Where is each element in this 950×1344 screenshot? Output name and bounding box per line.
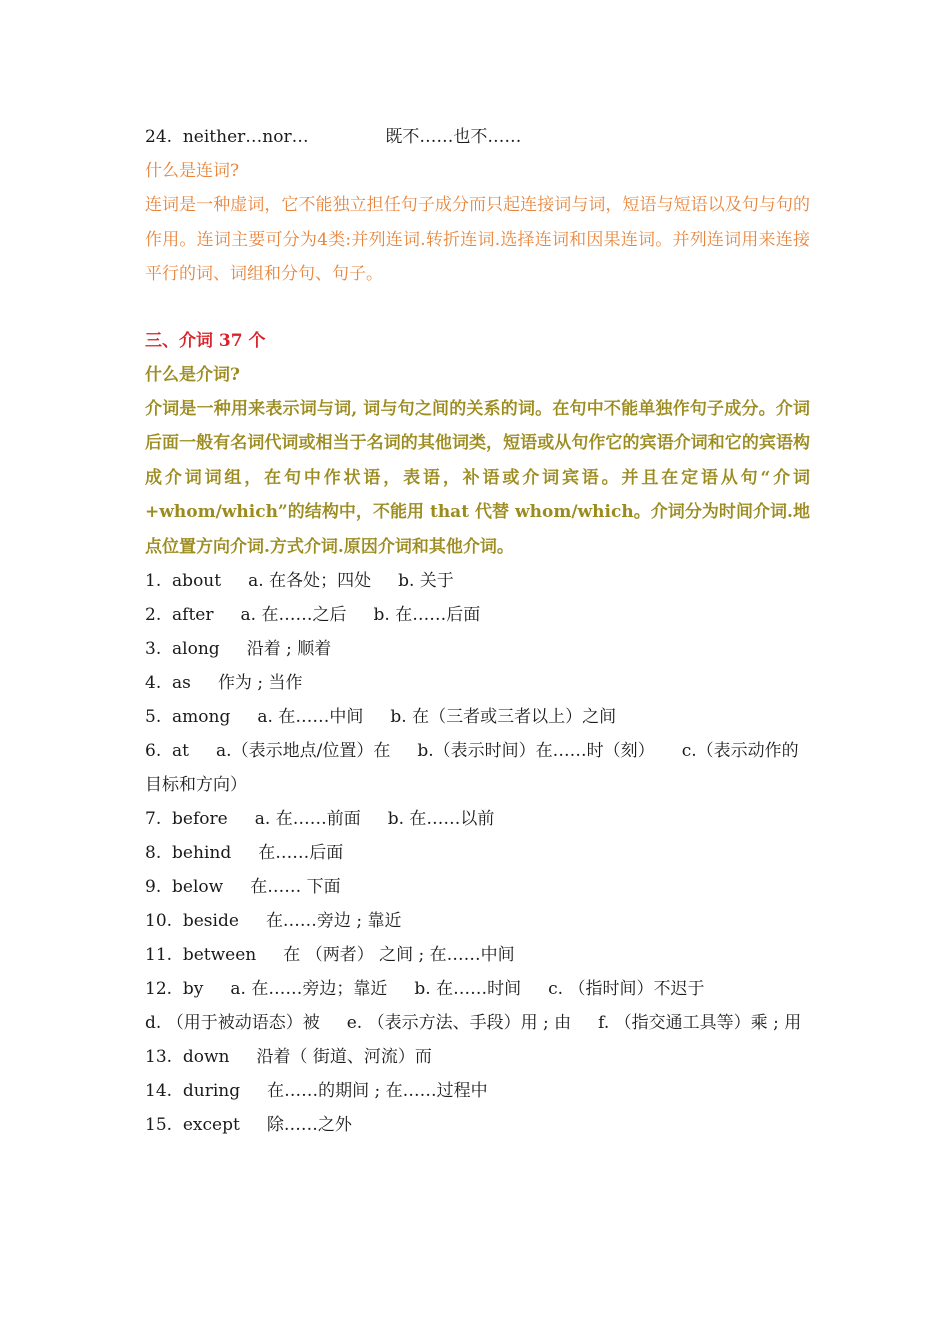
item-meaning: b. 在……时间 bbox=[414, 979, 522, 999]
item-word: as bbox=[172, 673, 191, 693]
item-meaning: 除……之外 bbox=[266, 1115, 352, 1135]
list-item bbox=[145, 598, 810, 632]
conjunction-question: 什么是连词? bbox=[145, 161, 240, 181]
item-word: behind bbox=[172, 843, 232, 863]
item-meaning: 在……后面 bbox=[258, 843, 344, 863]
list-item bbox=[145, 1040, 810, 1074]
item-meaning: a. 在……中间 bbox=[257, 707, 364, 727]
item-number: 8. bbox=[145, 843, 162, 863]
list-item bbox=[145, 1074, 810, 1108]
preposition-question: 什么是介词? bbox=[145, 364, 240, 385]
list-item bbox=[145, 1108, 810, 1142]
item-number: 24. bbox=[145, 127, 173, 147]
conjunction-definition: 连词是一种虚词，它不能独立担任句子成分而只起连接词与词，短语与短语以及句与句的作用。连词主要可分为4类:并列连词.转折连词.选择连词和因果连词。并列连词用来连接平行的词、词组和分句、句子。 bbox=[145, 195, 810, 284]
item-meaning: 在…… 下面 bbox=[250, 877, 341, 897]
item-meaning: e. （表示方法、手段）用 ; 由 bbox=[346, 1013, 572, 1033]
list-item bbox=[145, 870, 810, 904]
item-meaning: c. （指时间）不迟于 bbox=[548, 979, 705, 999]
list-item bbox=[145, 632, 810, 666]
item-word: along bbox=[172, 639, 220, 659]
item-number: 6. bbox=[145, 741, 162, 761]
item-word: after bbox=[172, 605, 214, 625]
item-meaning: b. 在（三者或三者以上）之间 bbox=[390, 707, 617, 727]
item-meaning: f. （指交通工具等）乘 ; 用 bbox=[598, 1013, 802, 1033]
item-term: neither…nor… bbox=[182, 127, 309, 147]
item-number: 4. bbox=[145, 673, 162, 693]
item-number: 14. bbox=[145, 1081, 173, 1101]
list-item bbox=[145, 802, 810, 836]
item-word: except bbox=[182, 1115, 240, 1135]
item-meaning: b. 在……以前 bbox=[387, 809, 495, 829]
item-meaning: b. 在……后面 bbox=[373, 605, 481, 625]
item-word: during bbox=[182, 1081, 241, 1101]
list-item bbox=[145, 734, 810, 802]
item-meaning: a. 在……旁边；靠近 bbox=[230, 979, 388, 999]
item-meaning: 既不……也不…… bbox=[385, 127, 522, 147]
list-item bbox=[145, 904, 810, 938]
item-word: by bbox=[182, 979, 204, 999]
item-meaning: 在 （两者） 之间 ; 在……中间 bbox=[283, 945, 515, 965]
item-meaning: b. 关于 bbox=[398, 571, 454, 591]
item-meaning: c.（表示动作的目标和方向） bbox=[145, 741, 799, 795]
item-meaning: a. 在……之后 bbox=[240, 605, 347, 625]
page-content bbox=[145, 120, 810, 1142]
item-number: 11. bbox=[145, 945, 173, 965]
item-word: below bbox=[172, 877, 224, 897]
item-meaning: 作为 ; 当作 bbox=[217, 673, 303, 693]
item-word: down bbox=[182, 1047, 230, 1067]
item-number: 9. bbox=[145, 877, 162, 897]
item-meaning: 在……的期间 ; 在……过程中 bbox=[267, 1081, 488, 1101]
list-item bbox=[145, 564, 810, 598]
item-meaning: a.（表示地点/位置）在 bbox=[216, 741, 391, 761]
item-meaning: d. （用于被动语态）被 bbox=[145, 1013, 320, 1033]
item-number: 13. bbox=[145, 1047, 173, 1067]
list-item bbox=[145, 700, 810, 734]
list-item bbox=[145, 938, 810, 972]
item-number: 15. bbox=[145, 1115, 173, 1135]
item-word: among bbox=[172, 707, 231, 727]
preposition-definition: 介词是一种用来表示词与词, 词与句之间的关系的词。在句中不能单独作句子成分。介词后面一般有名词代词或相当于名词的其他词类，短语或从句作它的宾语介词和它的宾语构成介词词组，在句中作状语，表语，补语或介词宾语。并且在定语从句“介词+whom/which”的结构中，不能用 that 代替 whom/which。介词分为时间介词.地点位置方向介词.方式介词.原因介词和其他介词。 bbox=[145, 398, 810, 557]
item-meaning: 在……旁边 ; 靠近 bbox=[265, 911, 402, 931]
item-number: 3. bbox=[145, 639, 162, 659]
preposition-heading: 三、介词 37 个 bbox=[145, 330, 266, 351]
item-word: beside bbox=[182, 911, 239, 931]
item-24 bbox=[145, 120, 810, 154]
item-meaning: a. 在……前面 bbox=[254, 809, 361, 829]
item-word: before bbox=[172, 809, 228, 829]
item-number: 12. bbox=[145, 979, 173, 999]
list-item bbox=[145, 972, 810, 1006]
item-word: between bbox=[182, 945, 257, 965]
item-number: 2. bbox=[145, 605, 162, 625]
item-word: at bbox=[172, 741, 190, 761]
list-item bbox=[145, 1006, 810, 1040]
item-number: 1. bbox=[145, 571, 162, 591]
item-meaning: 沿着 ; 顺着 bbox=[246, 639, 332, 659]
spacer bbox=[145, 292, 810, 324]
item-number: 5. bbox=[145, 707, 162, 727]
item-word: about bbox=[172, 571, 222, 591]
item-meaning: 沿着（ 街道、河流）而 bbox=[256, 1047, 432, 1067]
preposition-list bbox=[145, 564, 810, 1142]
list-item bbox=[145, 666, 810, 700]
list-item bbox=[145, 836, 810, 870]
item-number: 10. bbox=[145, 911, 173, 931]
item-meaning: a. 在各处；四处 bbox=[248, 571, 372, 591]
item-meaning: b.（表示时间）在……时（刻） bbox=[417, 741, 655, 761]
item-number: 7. bbox=[145, 809, 162, 829]
